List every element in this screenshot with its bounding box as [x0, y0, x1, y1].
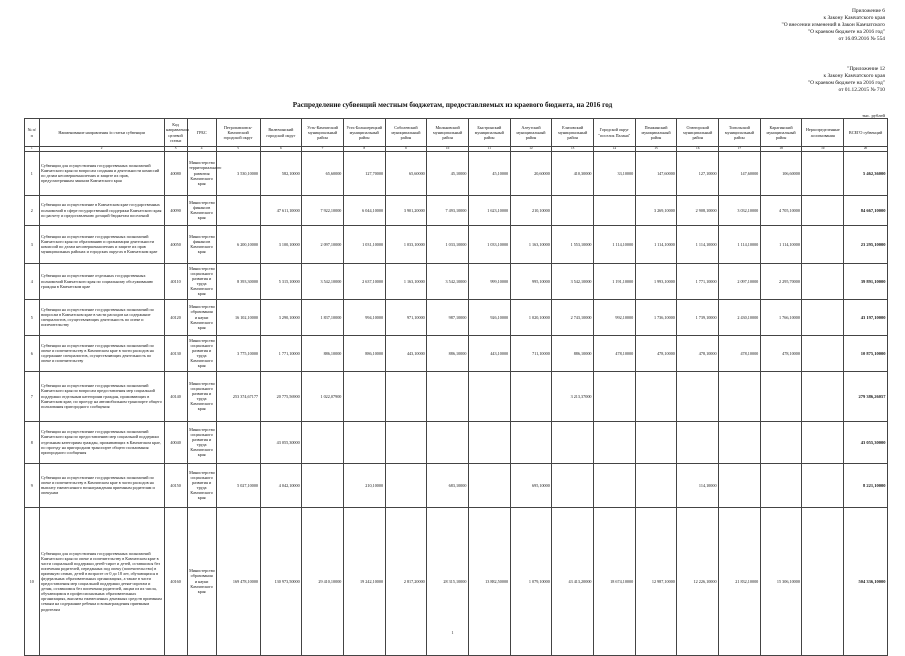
amount-cell: [802, 421, 844, 463]
target-code: 40120: [164, 299, 187, 335]
grbs-cell: Министерство образования и науки Камчатского края: [187, 299, 216, 335]
appendix-line: "Приложение 12: [847, 66, 885, 72]
amount-cell: 999,10000: [468, 263, 510, 299]
appendix-line: Приложение 6: [852, 8, 885, 14]
total-cell: 504 336,10000: [844, 507, 888, 655]
column-header: Петропавловск-Камчатский городской округ: [216, 119, 260, 147]
amount-cell: 1 191,10000: [594, 263, 636, 299]
grbs-cell: Министерство социального развития и труда Камчатского края: [187, 371, 216, 421]
column-header: Наименование направления /и статьи субвенции: [39, 119, 164, 147]
amount-cell: [594, 421, 636, 463]
table-row: [25, 421, 888, 463]
amount-cell: [802, 335, 844, 371]
amount-cell: 443,10000: [468, 335, 510, 371]
target-code: 40160: [164, 507, 187, 655]
amount-cell: [427, 421, 469, 463]
column-header: Елизовский муниципальный район: [552, 119, 594, 147]
amount-cell: 886,10000: [343, 335, 385, 371]
amount-cell: 210,10000: [343, 463, 385, 507]
row-number: 5: [25, 299, 40, 335]
appendix-line: к Закону Камчатского края: [823, 73, 885, 79]
column-number: 12: [510, 147, 552, 152]
amount-cell: 410,30000: [552, 151, 594, 195]
amount-cell: 994,10000: [343, 299, 385, 335]
row-number: 8: [25, 421, 40, 463]
column-number: 3: [164, 147, 187, 152]
amount-cell: 45,10000: [427, 151, 469, 195]
subvention-name: Субвенции на осуществление государственных полномочий Камчатского края по предоставлению мер социальной поддержки отдельным категориям граждан, проживающих в Камчатском крае, по проезду на пригородном транспорте общего пользования пригородного сообщения: [39, 421, 164, 463]
grbs-cell: Министерство территориального развития Камчатского края: [187, 151, 216, 195]
column-number: 10: [427, 147, 469, 152]
amount-cell: [802, 263, 844, 299]
column-header: ВСЕГО субвенций: [844, 119, 888, 147]
amount-cell: 1 114,10000: [719, 225, 761, 263]
column-header: Карагинский муниципальный район: [760, 119, 802, 147]
amount-cell: [594, 463, 636, 507]
column-header: Усть-Камчатский муниципальный район: [302, 119, 344, 147]
amount-cell: [802, 463, 844, 507]
amount-cell: 2 637,10000: [343, 263, 385, 299]
row-number: 4: [25, 263, 40, 299]
amount-cell: [719, 463, 761, 507]
table-row: [25, 263, 888, 299]
amount-cell: 1 033,10000: [427, 225, 469, 263]
amount-cell: 12 226,10000: [677, 507, 719, 655]
column-number: 18: [760, 147, 802, 152]
appendix-line: к Закону Камчатского края: [823, 15, 885, 21]
table-row: [25, 195, 888, 225]
amount-cell: 1 033,10000: [385, 225, 427, 263]
amount-cell: 3 213,37000: [552, 371, 594, 421]
target-code: 40110: [164, 263, 187, 299]
amount-cell: 1 020,10000: [510, 299, 552, 335]
target-code: 40040: [164, 421, 187, 463]
previous-appendix-header: [625, 66, 885, 94]
amount-cell: 886,10000: [552, 335, 594, 371]
row-number: 10: [25, 507, 40, 655]
amount-cell: 1 739,10000: [677, 299, 719, 335]
column-number: 20: [844, 147, 888, 152]
amount-cell: 971,10000: [385, 299, 427, 335]
amount-cell: 7 922,10000: [302, 195, 344, 225]
grbs-cell: Министерство социального развития и труда Камчатского края: [187, 263, 216, 299]
subvention-name: Субвенции на осуществление государственных полномочий по опеке и попечительству в Камчатском крае в части расходов на содержание специалистов, осуществляющих деятельность по опеке и попечительству: [39, 335, 164, 371]
amount-cell: [677, 371, 719, 421]
amount-cell: 992,10000: [594, 299, 636, 335]
amount-cell: [216, 421, 260, 463]
target-code: 40150: [164, 463, 187, 507]
column-header: Вилючинский городской округ: [260, 119, 302, 147]
table-row: [25, 371, 888, 421]
appendix-header: [625, 8, 885, 43]
subvention-name: Субвенции на осуществление государственных полномочий по вопросам в Камчатском крае в части расходов на содержание специалистов, осуществляющих деятельность по опеке и попечительству: [39, 299, 164, 335]
page-number: 1: [451, 630, 454, 635]
amount-cell: 1 114,10000: [635, 225, 677, 263]
amount-cell: 147,60000: [719, 151, 761, 195]
amount-cell: 1 031,10000: [343, 225, 385, 263]
grbs-cell: Министерство социального развития и труда Камчатского края: [187, 335, 216, 371]
amount-cell: 127,10000: [677, 151, 719, 195]
column-header: Быстринский муниципальный район: [468, 119, 510, 147]
column-header: Тигильский муниципальный район: [719, 119, 761, 147]
amount-cell: 2 743,10000: [552, 299, 594, 335]
amount-cell: [760, 463, 802, 507]
column-header: Код направления целевой статьи: [164, 119, 187, 147]
amount-cell: 4 042,10000: [260, 463, 302, 507]
subvention-name: Субвенции на осуществление государственных полномочий Камчатского края по образованию и организации деятельности комиссий по делам несовершеннолетних и защите их прав муниципальных районах и городских округах в Камчатском крае: [39, 225, 164, 263]
target-code: 40130: [164, 335, 187, 371]
amount-cell: 1 163,10000: [385, 263, 427, 299]
amount-cell: 8 393,30000: [216, 263, 260, 299]
total-cell: 10 875,10000: [844, 335, 888, 371]
amount-cell: 886,10000: [427, 335, 469, 371]
amount-cell: 20,60000: [510, 151, 552, 195]
amount-cell: [302, 463, 344, 507]
amount-cell: 3 542,10000: [427, 263, 469, 299]
amount-cell: [302, 421, 344, 463]
appendix-line: от 16.09.2016 № 554: [838, 36, 885, 42]
table-row: [25, 335, 888, 371]
column-number: 19: [802, 147, 844, 152]
amount-cell: 7 493,10000: [427, 195, 469, 225]
amount-cell: 12 987,10000: [635, 507, 677, 655]
row-number: 9: [25, 463, 40, 507]
column-number: 14: [594, 147, 636, 152]
amount-cell: [635, 371, 677, 421]
total-cell: 43 055,30000: [844, 421, 888, 463]
amount-cell: [468, 421, 510, 463]
amount-cell: 210,10000: [510, 195, 552, 225]
grbs-cell: Министерство образования и науки Камчатского края: [187, 507, 216, 655]
total-cell: 279 386,26057: [844, 371, 888, 421]
column-header: Усть-Большерецкий муниципальный район: [343, 119, 385, 147]
column-number: 8: [343, 147, 385, 152]
column-number: 2: [39, 147, 164, 152]
appendix-line: "О краевом бюджете на 2016 год": [807, 29, 885, 35]
amount-cell: 1 553,10000: [552, 225, 594, 263]
amount-cell: 33,10000: [594, 151, 636, 195]
table-row: [25, 463, 888, 507]
column-number: 16: [677, 147, 719, 152]
amount-cell: 987,10000: [427, 299, 469, 335]
amount-cell: [677, 421, 719, 463]
amount-cell: [552, 421, 594, 463]
amount-cell: 1 022,07900: [302, 371, 344, 421]
subvention-name: Субвенции на осуществление в Камчатском крае государственных полномочий в сфере государственной поддержки Камчатского края по расчету и предоставлению дотаций бюджетам поселений: [39, 195, 164, 225]
amount-cell: 114,10000: [677, 463, 719, 507]
amount-cell: 683,10000: [427, 463, 469, 507]
total-cell: 43 197,10000: [844, 299, 888, 335]
amount-cell: 106,60000: [760, 151, 802, 195]
amount-cell: [802, 225, 844, 263]
amount-cell: [760, 421, 802, 463]
amount-cell: [216, 195, 260, 225]
amount-cell: 3 542,10000: [302, 263, 344, 299]
amount-cell: 29 410,10000: [302, 507, 344, 655]
amount-cell: 5 027,10000: [216, 463, 260, 507]
amount-cell: 43 055,30000: [260, 421, 302, 463]
amount-cell: 1 993,10000: [635, 263, 677, 299]
amount-cell: 1 771,10000: [677, 263, 719, 299]
target-code: 40050: [164, 225, 187, 263]
table-row: [25, 151, 888, 195]
total-cell: 84 667,10000: [844, 195, 888, 225]
subvention-name: Субвенции на осуществление государственных полномочий Камчатского края по вопросам предоставления мер социальной поддержки отдельным категориям граждан, проживающих в Камчатском крае, по проезду на автомобильном транспорте общего пользования пригородного сообщения: [39, 371, 164, 421]
target-code: 40140: [164, 371, 187, 421]
amount-cell: 1 079,10000: [510, 507, 552, 655]
amount-cell: 20 775,56900: [260, 371, 302, 421]
total-cell: 8 221,10000: [844, 463, 888, 507]
amount-cell: 16 102,10000: [216, 299, 260, 335]
grbs-cell: Министерство финансов Камчатского края: [187, 225, 216, 263]
amount-cell: [552, 463, 594, 507]
amount-cell: [343, 371, 385, 421]
amount-cell: 478,10000: [635, 335, 677, 371]
amount-cell: 2 097,10000: [302, 225, 344, 263]
appendix-line: "О внесении изменений в Закон Камчатского: [781, 22, 885, 28]
row-number: 3: [25, 225, 40, 263]
total-cell: 5 462,36000: [844, 151, 888, 195]
amount-cell: 1 114,10000: [760, 225, 802, 263]
column-header: Городской округ "поселок Палана": [594, 119, 636, 147]
amount-cell: 4 705,10000: [760, 195, 802, 225]
appendix-line: "О краевом бюджете на 2016 год": [807, 80, 885, 86]
amount-cell: 478,10000: [760, 335, 802, 371]
amount-cell: 1 736,10000: [635, 299, 677, 335]
amount-cell: 45,10000: [468, 151, 510, 195]
subvention-name: Субвенции для осуществления государственных полномочий Камчатского края по вопросам создания и деятельности комиссий по делам несовершеннолетних и защите их прав, предусмотренным законом Камчатского края: [39, 151, 164, 195]
amount-cell: [719, 421, 761, 463]
amount-cell: 2 908,10000: [677, 195, 719, 225]
amount-cell: [468, 371, 510, 421]
column-header: Пенжинский муниципальный район: [635, 119, 677, 147]
column-number: 6: [260, 147, 302, 152]
amount-cell: 5 315,10000: [260, 263, 302, 299]
column-header: Алеутский муниципальный район: [510, 119, 552, 147]
grbs-cell: Министерство социального развития и труда Камчатского края: [187, 421, 216, 463]
amount-cell: [427, 371, 469, 421]
amount-cell: 1 771,10000: [260, 335, 302, 371]
column-header: Олюторский муниципальный район: [677, 119, 719, 147]
row-number: 6: [25, 335, 40, 371]
amount-cell: [385, 421, 427, 463]
amount-cell: 130 973,50000: [260, 507, 302, 655]
amount-cell: [802, 371, 844, 421]
row-number: 7: [25, 371, 40, 421]
amount-cell: 582,10000: [260, 151, 302, 195]
table-row: [25, 299, 888, 335]
amount-cell: 65,60000: [385, 151, 427, 195]
amount-cell: 2 295,70000: [760, 263, 802, 299]
amount-cell: [343, 421, 385, 463]
amount-cell: 3 530,10000: [216, 151, 260, 195]
column-number: 7: [302, 147, 344, 152]
subventions-table: [24, 118, 888, 656]
amount-cell: 478,10000: [677, 335, 719, 371]
amount-cell: [594, 195, 636, 225]
amount-cell: 1 766,10000: [760, 299, 802, 335]
amount-cell: 169 478,10000: [216, 507, 260, 655]
amount-cell: 13 882,50000: [468, 507, 510, 655]
column-header: Соболевский муниципальный район: [385, 119, 427, 147]
amount-cell: 1 837,10000: [302, 299, 344, 335]
amount-cell: 2 097,10000: [719, 263, 761, 299]
subvention-name: Субвенции на осуществление отдельных государственных полномочий Камчатского края по социальному обслуживанию граждан в Камчатском крае: [39, 263, 164, 299]
amount-cell: 1 623,10000: [468, 195, 510, 225]
subvention-name: Субвенции на осуществление государственных полномочий по опеке и попечительству в Камчатском крае в части расходов на выплату ежемесячного вознаграждения приемным родителям и опекунам: [39, 463, 164, 507]
amount-cell: [594, 371, 636, 421]
grbs-cell: Министерство финансов Камчатского края: [187, 195, 216, 225]
amount-cell: [635, 463, 677, 507]
amount-cell: 1 033,10000: [468, 225, 510, 263]
grbs-cell: Министерство социального развития и труда Камчатского края: [187, 463, 216, 507]
amount-cell: 443,10000: [385, 335, 427, 371]
amount-cell: 3 100,10000: [260, 225, 302, 263]
amount-cell: 28 315,10000: [427, 507, 469, 655]
amount-cell: 3 542,10000: [552, 263, 594, 299]
amount-cell: [719, 371, 761, 421]
amount-cell: 47 611,10000: [260, 195, 302, 225]
amount-cell: 6 200,10000: [216, 225, 260, 263]
amount-cell: 1 114,10000: [594, 225, 636, 263]
amount-cell: [468, 463, 510, 507]
amount-cell: 478,10000: [594, 335, 636, 371]
amount-cell: 3 901,20000: [385, 195, 427, 225]
total-cell: 23 295,10000: [844, 225, 888, 263]
column-number: 9: [385, 147, 427, 152]
amount-cell: 995,10000: [510, 263, 552, 299]
amount-cell: [635, 421, 677, 463]
amount-cell: 253 374,67177: [216, 371, 260, 421]
amount-cell: [510, 371, 552, 421]
amount-cell: 127,70000: [343, 151, 385, 195]
amount-cell: 3 290,10000: [260, 299, 302, 335]
amount-cell: [385, 463, 427, 507]
column-header: Мильковский муниципальный район: [427, 119, 469, 147]
appendix-line: от 01.12.2015 № 710: [838, 87, 885, 93]
amount-cell: 21 832,10000: [719, 507, 761, 655]
amount-cell: [802, 299, 844, 335]
amount-cell: [510, 421, 552, 463]
column-header: № п/п: [25, 119, 40, 147]
table-row: [25, 225, 888, 263]
column-header: Нераспределенные ассигнования: [802, 119, 844, 147]
column-header: ГРБС: [187, 119, 216, 147]
amount-cell: 19 242,10000: [343, 507, 385, 655]
amount-cell: 478,10000: [719, 335, 761, 371]
document-title: Распределение субвенций местным бюджетам, предоставляемых из краевого бюджета, на 2016 год: [292, 101, 613, 109]
column-number: 1: [25, 147, 40, 152]
amount-cell: [552, 195, 594, 225]
subvention-name: Субвенции для осуществления государственных полномочий Камчатского края по опеке и попечительству в Камчатском крае в части социальной поддержки детей-сирот и детей, оставшихся без попечения родителей, переданных под опеку (попечительство) в приемную семью, детей в возрасте от 0 до 18 лет, обучающихся в федеральных образовательных организациях, а также в части предоставления мер социальной поддержки детям-сиротам и детям, оставшимся без попечения родителей, лицам из их числа, обучающимся в профессиональных образовательных организациях, выплаты ежемесячных денежных средств приемным семьям на содержание ребенка и вознаграждения приемным родителям: [39, 507, 164, 655]
amount-cell: [802, 195, 844, 225]
amount-cell: 2 430,10000: [719, 299, 761, 335]
row-number: 1: [25, 151, 40, 195]
amount-cell: 147,60000: [635, 151, 677, 195]
amount-cell: 711,10000: [510, 335, 552, 371]
column-number: 4: [187, 147, 216, 152]
amount-cell: 3 775,10000: [216, 335, 260, 371]
amount-cell: 926,10000: [468, 299, 510, 335]
column-number: 13: [552, 147, 594, 152]
amount-cell: 886,10000: [302, 335, 344, 371]
row-number: 2: [25, 195, 40, 225]
amount-cell: [760, 371, 802, 421]
amount-cell: 1 163,10000: [510, 225, 552, 263]
amount-cell: 3 032,10000: [719, 195, 761, 225]
header-row: [25, 119, 888, 147]
amount-cell: [802, 151, 844, 195]
amount-cell: 43 413,20000: [552, 507, 594, 655]
column-number: 5: [216, 147, 260, 152]
amount-cell: 15 306,10000: [760, 507, 802, 655]
amount-cell: [385, 371, 427, 421]
amount-cell: 18 674,10000: [594, 507, 636, 655]
amount-cell: 3 269,10000: [635, 195, 677, 225]
total-cell: 39 891,10000: [844, 263, 888, 299]
column-number: 15: [635, 147, 677, 152]
target-code: 40080: [164, 151, 187, 195]
column-number: 17: [719, 147, 761, 152]
amount-cell: 65,60000: [302, 151, 344, 195]
amount-cell: 1 114,10000: [677, 225, 719, 263]
target-code: 40090: [164, 195, 187, 225]
amount-cell: 6 044,10000: [343, 195, 385, 225]
amount-cell: 695,10000: [510, 463, 552, 507]
unit-label: тыс. рублей: [862, 113, 885, 118]
column-number: 11: [468, 147, 510, 152]
amount-cell: 2 817,20000: [385, 507, 427, 655]
